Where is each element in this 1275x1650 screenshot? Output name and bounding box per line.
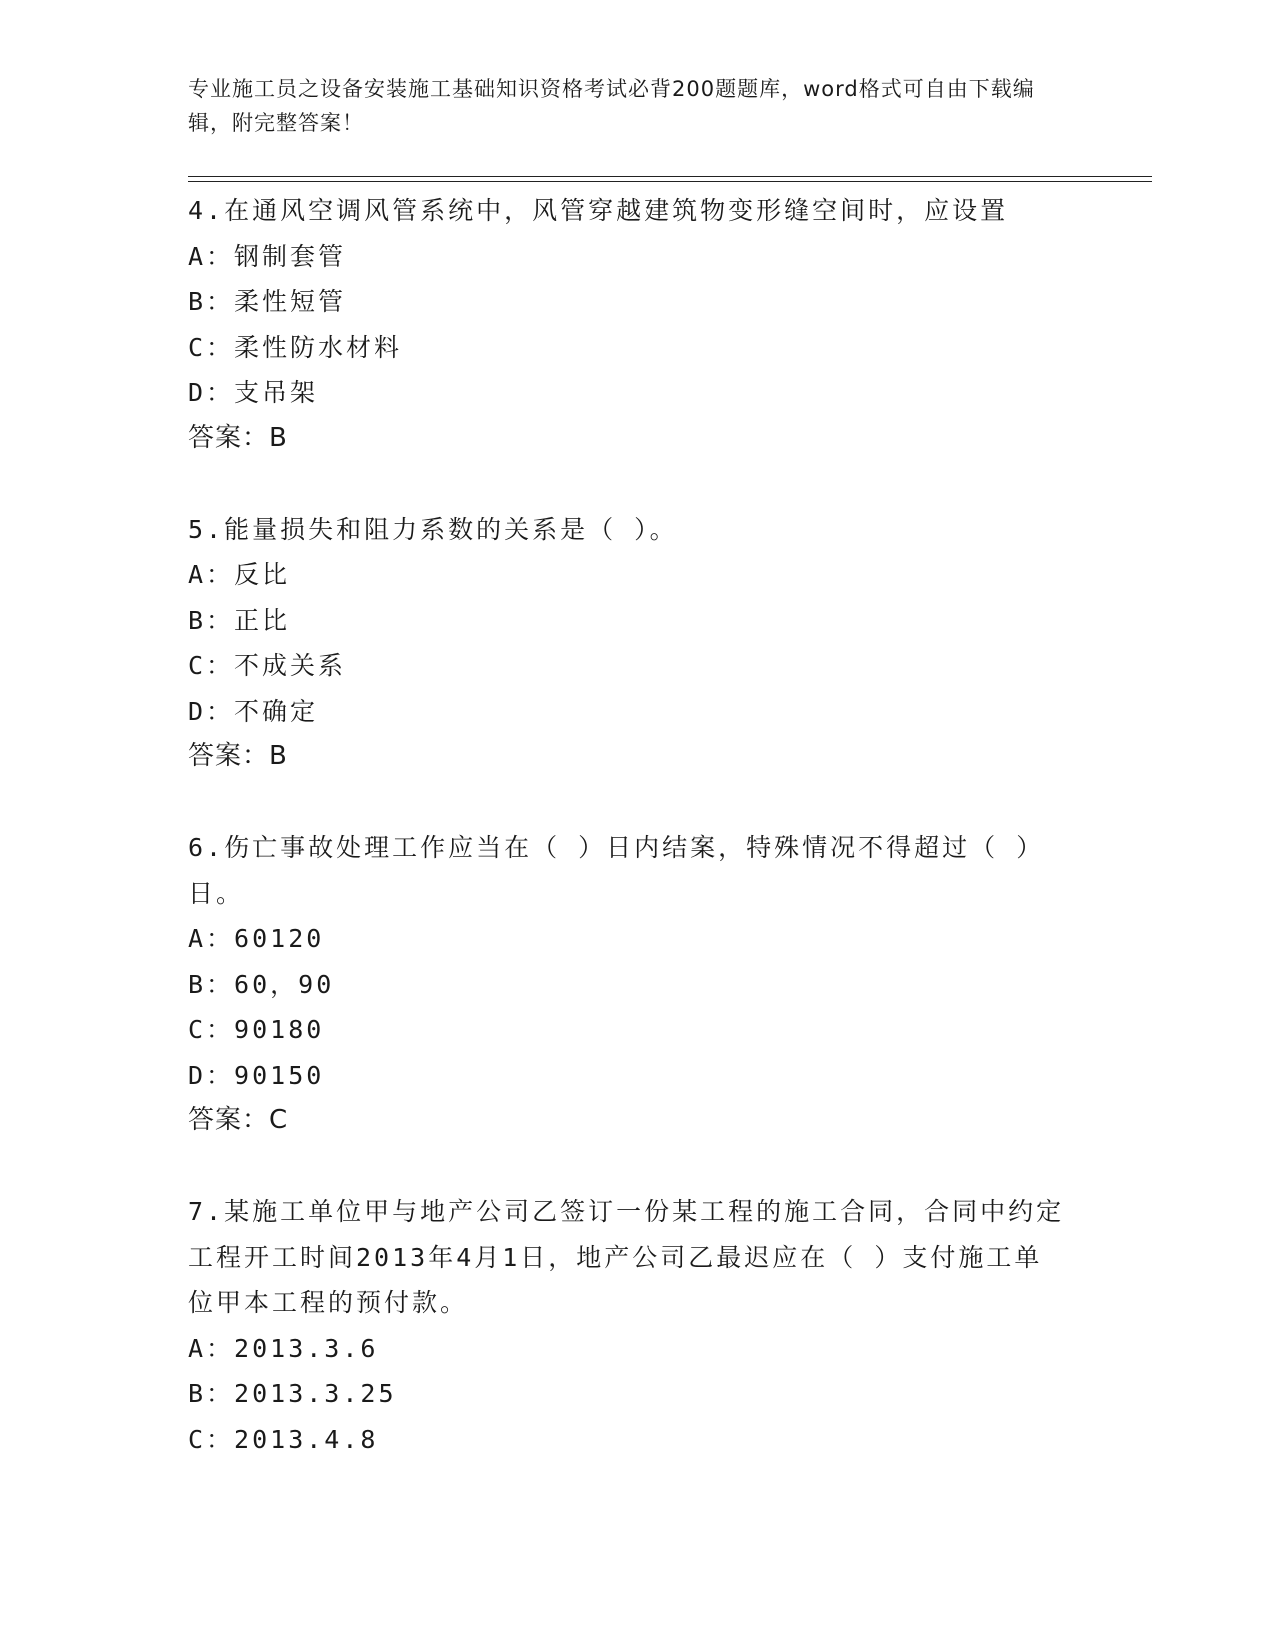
option-b: B：柔性短管 (188, 287, 347, 316)
header-rule-bottom (188, 181, 1152, 182)
option-d: D：支吊架 (188, 378, 319, 407)
question-stem: 5.能量损失和阻力系数的关系是（ ）。 (188, 514, 678, 544)
question-stem: 7.某施工单位甲与地产公司乙签订一份某工程的施工合同，合同中约定工程开工时间2013年4月1日，地产公司乙最迟应在（ ）支付施工单位甲本工程的预付款。 (188, 1197, 1065, 1317)
answer: 答案：B (188, 422, 288, 453)
option-d: D：90150 (188, 1060, 325, 1090)
question-block (188, 507, 1068, 780)
question-block (188, 825, 1068, 1144)
question-stem: 6.伤亡事故处理工作应当在（ ）日内结案，特殊情况不得超过（ ）日。 (188, 833, 1045, 908)
option-b: B：正比 (188, 605, 291, 635)
option-b: B：60，90 (188, 969, 335, 999)
header-rule-top (188, 176, 1152, 177)
option-b: B：2013.3.25 (188, 1379, 397, 1408)
option-c: C：柔性防水材料 (188, 332, 403, 362)
answer: 答案：B (188, 741, 288, 771)
option-a: A：60120 (188, 924, 325, 953)
question-list (188, 188, 1068, 1462)
question-stem: 4.在通风空调风管系统中，风管穿越建筑物变形缝空间时，应设置 (188, 196, 1009, 225)
question-block (188, 1189, 1068, 1462)
option-c: C：2013.4.8 (188, 1424, 379, 1454)
option-a: A：钢制套管 (188, 241, 347, 271)
document-header: 专业施工员之设备安装施工基础知识资格考试必背200题题库，word格式可自由下载编辑，附完整答案！ (188, 77, 1035, 135)
option-c: C：不成关系 (188, 651, 347, 680)
answer: 答案：C (188, 1105, 289, 1135)
option-c: C：90180 (188, 1015, 325, 1044)
option-a: A：2013.3.6 (188, 1333, 379, 1363)
option-d: D：不确定 (188, 696, 319, 726)
option-a: A：反比 (188, 560, 291, 589)
question-block (188, 188, 1068, 461)
